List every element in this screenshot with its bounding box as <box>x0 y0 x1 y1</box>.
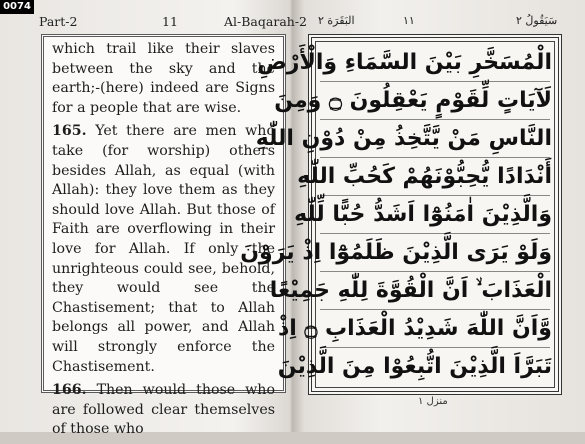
paragraph-text: Yet there are men who take (for worship) others besides Allah, as equal (with Allah): they love them as they should love Allah. But those of Faith are overflowing in their love for Allah. If only the unrighteous could see, behold, they would see the Chastisement; that to Allah belongs all power, and Allah will strongly enforce the Chastisement. <box>52 123 275 375</box>
arabic-line: الْمُسَخَّرِ بَيْنَ السَّمَاءِ وَالْأَرْضِ <box>257 50 552 75</box>
verse-number: 166. <box>52 382 87 399</box>
header-page-number: 11 <box>162 14 178 29</box>
line-divider <box>320 81 550 82</box>
line-divider <box>320 271 550 272</box>
line-divider <box>320 233 550 234</box>
line-divider <box>320 195 550 196</box>
paragraph-text: which trail like their slaves between the sky and the earth;-(here) indeed are Signs for a people that are wise. <box>52 41 275 116</box>
header-part: Part-2 <box>39 14 78 29</box>
header-page-number-arabic: ١١ <box>403 14 415 27</box>
arabic-line: لَآيَاتٍ لِّقَوْمٍ يَعْقِلُونَ ۝ وَمِنَ <box>274 88 552 113</box>
line-divider <box>320 119 550 120</box>
header-surah-name: Al-Baqarah-2 <box>224 14 307 29</box>
line-divider <box>320 157 550 158</box>
line-divider <box>320 309 550 310</box>
arabic-line: النَّاسِ مَنْ يَّتَّخِذُ مِنْ دُوْنِ اللّٰهِ <box>255 126 552 151</box>
arabic-line: وَّاَنَّ اللّٰهَ شَدِيْدُ الْعَذَابِ ۝ اِذْ <box>277 316 552 341</box>
arabic-line: أَنْدَادًا يُّحِبُّوْنَهُمْ كَحُبِّ اللّٰهِ <box>297 164 552 189</box>
manzil-marker: منزل ١ <box>418 396 448 407</box>
header-surah-name-arabic: البَقَرَة ٢ <box>318 14 355 27</box>
translation-paragraph <box>52 381 275 440</box>
arabic-line: الْعَذَابَ ۙ اَنَّ الْقُوَّةَ لِلّٰهِ جَمِيْعًا <box>269 278 552 303</box>
line-divider <box>320 347 550 348</box>
page-id-label: 0074 <box>0 0 34 14</box>
paragraph-text: Then would those who are followed clear themselves of those who <box>52 382 275 438</box>
english-translation-frame <box>41 34 286 438</box>
header-part-arabic: سَيَقُولُ ٢ <box>516 14 558 27</box>
verse-number: 165. <box>52 123 87 140</box>
arabic-line: وَلَوْ يَرَى الَّذِيْنَ ظَلَمُوْٓا اِذْ يَرَوْنَ <box>240 240 552 265</box>
arabic-text-frame <box>240 34 562 395</box>
arabic-line: وَالَّذِيْنَ اٰمَنُوْٓا اَشَدُّ حُبًّا لِّلّٰهِ <box>294 202 552 227</box>
arabic-text-inner-border <box>240 41 555 388</box>
translation-paragraph <box>52 40 275 118</box>
arabic-line: تَبَرَّاَ الَّذِيْنَ اتُّبِعُوْا مِنَ الَّذِيْنَ <box>277 354 552 379</box>
